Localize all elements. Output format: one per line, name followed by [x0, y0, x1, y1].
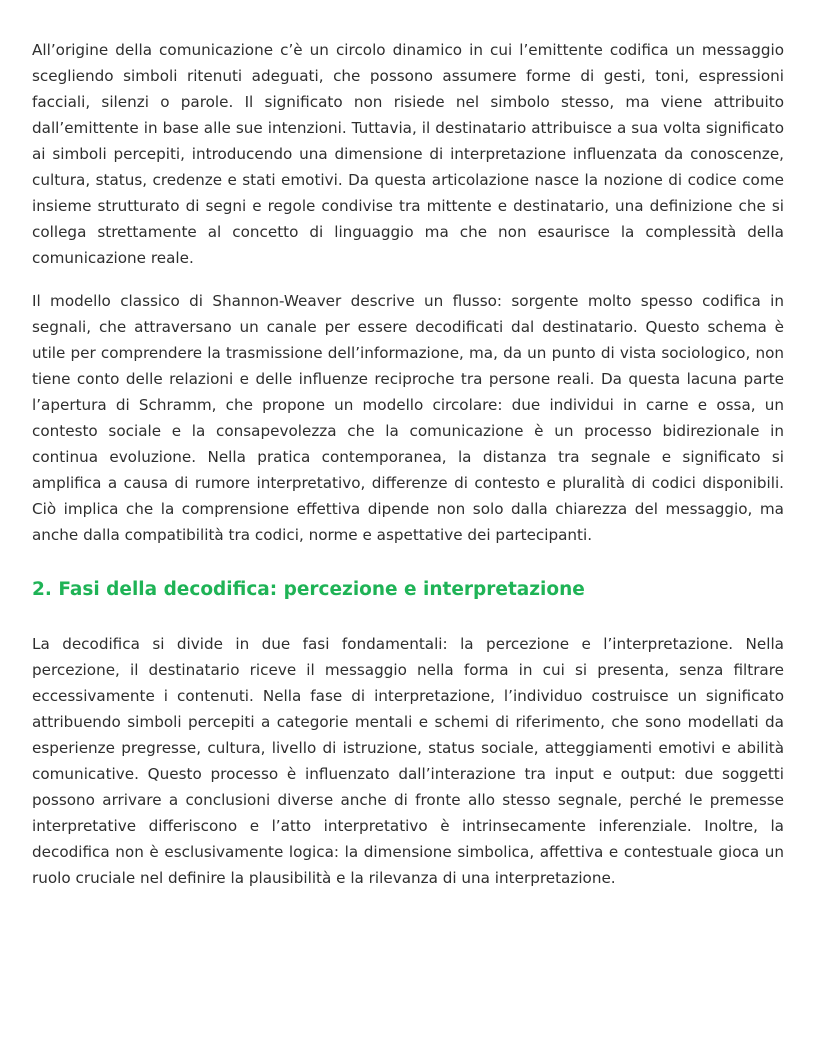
body-paragraph-2: Il modello classico di Shannon-Weaver descrive un flusso: sorgente molto spesso codifica in segnali, che attraversano un canale per essere decodificati dal destinatario. Questo schema è utile per comprendere la trasmissione dell’informazione, ma, da un punto di vista sociologico, non tiene conto delle relazioni e delle influenze reciproche tra persone reali. Da questa lacuna parte l’apertura di Schramm, che propone un modello circolare: due individui in carne e ossa, un contesto sociale e la consapevolezza che la comunicazione è un processo bidirezionale in continua evoluzione. Nella pratica contemporanea, la distanza tra segnale e significato si amplifica a causa di rumore interpretativo, differenze di contesto e pluralità di codici disponibili. Ciò implica che la comprensione effettiva dipende non solo dalla chiarezza del messaggio, ma anche dalla compatibilità tra codici, norme e aspettative dei partecipanti. [32, 292, 784, 544]
section-heading: 2. Fasi della decodifica: percezione e interpretazione [32, 579, 585, 600]
body-paragraph-3: La decodifica si divide in due fasi fondamentali: la percezione e l’interpretazione. Nella percezione, il destinatario riceve il messaggio nella forma in cui si presenta, senza filtrare eccessivamente i contenuti. Nella fase di interpretazione, l’individuo costruisce un significato attribuendo simboli percepiti a categorie mentali e schemi di riferimento, che sono modellati da esperienze pregresse, cultura, livello di istruzione, status sociale, atteggiamenti emotivi e abilità comunicative. Questo processo è influenzato dall’interazione tra input e output: due soggetti possono arrivare a conclusioni diverse anche di fronte allo stesso segnale, perché le premesse interpretative differiscono e l’atto interpretativo è intrinsecamente inferenziale. Inoltre, la decodifica non è esclusivamente logica: la dimensione simbolica, affettiva e contestuale gioca un ruolo cruciale nel definire la plausibilità e la rilevanza di una interpretazione. [32, 635, 784, 887]
document-page [32, 37, 784, 891]
body-paragraph-1: All’origine della comunicazione c’è un circolo dinamico in cui l’emittente codifica un messaggio scegliendo simboli ritenuti adeguati, che possono assumere forme di gesti, toni, espressioni facciali, silenzi o parole. Il significato non risiede nel simbolo stesso, ma viene attribuito dall’emittente in base alle sue intenzioni. Tuttavia, il destinatario attribuisce a sua volta significato ai simboli percepiti, introducendo una dimensione di interpretazione influenzata da conoscenze, cultura, status, credenze e stati emotivi. Da questa articolazione nasce la nozione di codice come insieme strutturato di segni e regole condivise tra mittente e destinatario, una definizione che si collega strettamente al concetto di linguaggio ma che non esaurisce la complessità della comunicazione reale. [32, 41, 784, 267]
